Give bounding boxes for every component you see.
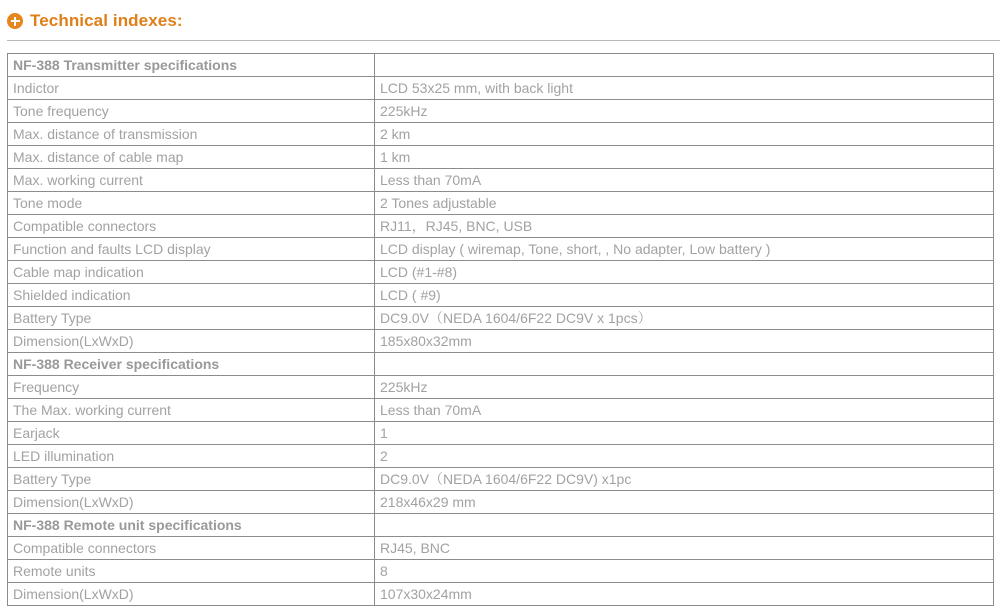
spec-label: Compatible connectors [8,215,375,238]
spec-row [8,560,994,583]
spec-row [8,307,994,330]
section-value-empty [375,514,994,537]
spec-row [8,468,994,491]
spec-label: Tone mode [8,192,375,215]
spec-section-row [8,353,994,376]
spec-value: 225kHz [375,376,994,399]
spec-label: Remote units [8,560,375,583]
section-value-empty [375,54,994,77]
spec-label: Frequency [8,376,375,399]
spec-row [8,583,994,606]
spec-label: Max. distance of transmission [8,123,375,146]
spec-row [8,100,994,123]
section-heading: NF-388 Transmitter specifications [8,54,375,77]
spec-section-row [8,514,994,537]
spec-row [8,123,994,146]
spec-label: Indictor [8,77,375,100]
spec-label: Earjack [8,422,375,445]
spec-row [8,215,994,238]
spec-value: Less than 70mA [375,169,994,192]
spec-label: Battery Type [8,307,375,330]
page-title: Technical indexes: [30,11,183,30]
spec-row [8,330,994,353]
spec-row [8,376,994,399]
section-heading: NF-388 Remote unit specifications [8,514,375,537]
spec-value: 185x80x32mm [375,330,994,353]
spec-row [8,192,994,215]
spec-row [8,77,994,100]
spec-row [8,445,994,468]
spec-section-row [8,54,994,77]
spec-table-body [8,54,994,606]
spec-value: 225kHz [375,100,994,123]
spec-value: DC9.0V（NEDA 1604/6F22 DC9V) x1pc [375,468,994,491]
spec-table [7,53,994,606]
spec-value: 2 Tones adjustable [375,192,994,215]
spec-value: LCD 53x25 mm, with back light [375,77,994,100]
spec-label: Function and faults LCD display [8,238,375,261]
spec-value: 107x30x24mm [375,583,994,606]
spec-value: DC9.0V（NEDA 1604/6F22 DC9V x 1pcs） [375,307,994,330]
spec-row [8,284,994,307]
spec-value: Less than 70mA [375,399,994,422]
spec-value: RJ11，RJ45, BNC, USB [375,215,994,238]
spec-row [8,238,994,261]
spec-label: Dimension(LxWxD) [8,330,375,353]
spec-label: Dimension(LxWxD) [8,583,375,606]
spec-row [8,399,994,422]
spec-value: LCD ( #9) [375,284,994,307]
spec-label: Shielded indication [8,284,375,307]
spec-label: Max. working current [8,169,375,192]
spec-value: 8 [375,560,994,583]
spec-value: 2 km [375,123,994,146]
spec-value: RJ45, BNC [375,537,994,560]
plus-circle-icon [7,13,23,29]
spec-label: The Max. working current [8,399,375,422]
spec-row [8,261,994,284]
spec-value: 1 km [375,146,994,169]
spec-row [8,146,994,169]
spec-label: Cable map indication [8,261,375,284]
spec-label: Max. distance of cable map [8,146,375,169]
spec-value: 2 [375,445,994,468]
spec-label: Dimension(LxWxD) [8,491,375,514]
spec-value: LCD (#1-#8) [375,261,994,284]
section-heading: NF-388 Receiver specifications [8,353,375,376]
section-value-empty [375,353,994,376]
spec-row [8,491,994,514]
header-divider [7,40,1000,41]
spec-label: Compatible connectors [8,537,375,560]
spec-value: 218x46x29 mm [375,491,994,514]
spec-value: 1 [375,422,994,445]
spec-label: LED illumination [8,445,375,468]
spec-row [8,169,994,192]
spec-row [8,422,994,445]
spec-value: LCD display ( wiremap, Tone, short, , No adapter, Low battery ) [375,238,994,261]
section-header [7,8,183,34]
spec-label: Tone frequency [8,100,375,123]
spec-row [8,537,994,560]
spec-label: Battery Type [8,468,375,491]
